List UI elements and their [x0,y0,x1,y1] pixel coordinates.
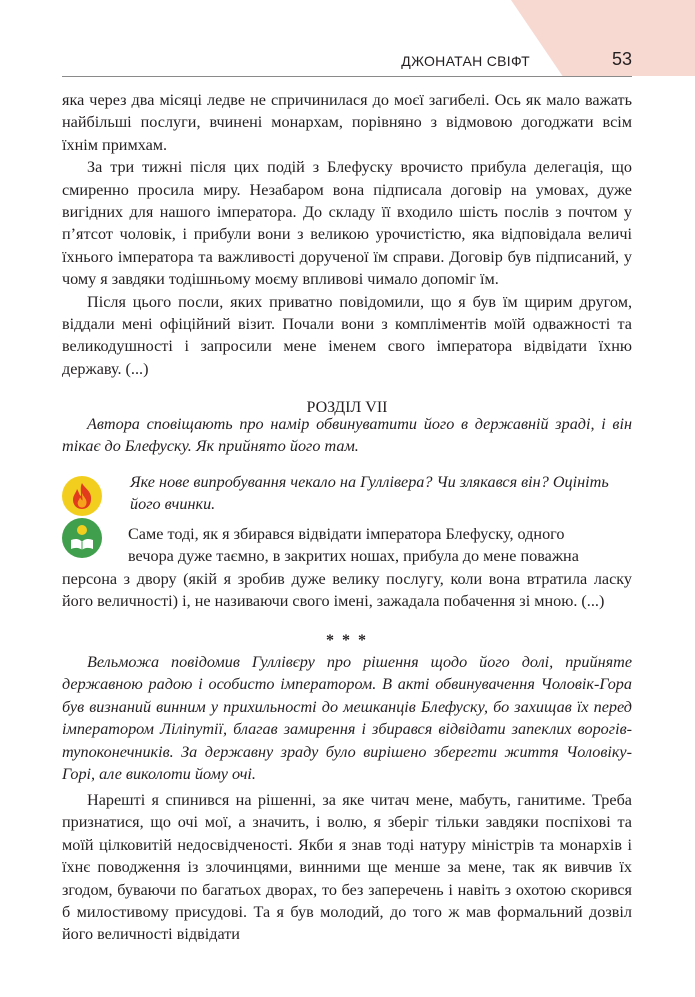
text-block-top [62,89,632,380]
section-separator: * * * [326,632,368,649]
text-block-reading [62,523,632,613]
paragraph: Після цього посли, яких приватно повідомили, що я був їм щирим другом, віддали мені офіційний візит. Почали вони з компліментів моїй одважності та великодушності і запросили мене іменем свого імператора відвідати їхню державу. (...) [62,292,632,378]
paragraph: Нарешті я спинився на рішенні, за яке читач мене, мабуть, ганитиме. Треба признатися, що очі мої, а значить, і волю, я зберіг тільки завдяки поспіхові та моїй цілковитій недосвідченості. Якби я знав тоді натуру міністрів та монархів і їхнє поводження із злочинцями, винними ще менше за мене, так як вивчив їх згодом, буваючи по багатьох дворах, то без заперечень і навіть з охотою скорився б милостивому присудові. Та я був молодий, до того ж мав формальний дозвіл його величності відвідати [62,791,632,944]
summary-italic: Вельможа повідомив Гуллівєру про рішення щодо його долі, прийняте державною радою і особисто імператором. В акті обвинувачення Чоловік-Гора був визнаний винним у прихильності до мешканців Блефуску, бо захищав їх перед імператором Ліліпутії, благав замирення і збирався відвідати запеклих ворогів-тупоконечників. За державну зраду було вирішено зберегти життя Чоловіку-Горі, але виколоти йому очі. [62,653,632,784]
chapter-heading: РОЗДІЛ VII [306,399,388,416]
paragraph-second-line: вечора дуже таємно, в закритих ношах, прибула до мене поважна [128,547,579,566]
paragraph: За три тижні після цих подій з Блефуску врочисто прибула делегація, що смиренно просила миру. Незабаром вона підписала договір на умовах, дуже вигідних для нашого імператора. До складу її входило шість послів з почтом у п’ятсот чоловік, і прибули вони з великою урочистістю, яка відповідала величі їхнього імператора та важливості дорученої їм справи. Договір був підписаний, у чому я завдяки тодішньому моєму впливові чимало допоміг їм. [62,158,632,289]
paragraph-first-line: Саме тоді, як я збирався відвідати імператора Блефуску, одного [128,525,565,543]
running-title: ДЖОНАТАН СВІФТ [401,53,530,69]
chapter-subtitle: Автора сповіщають про намір обвинуватити його в державній зраді, і він тікає до Блефуску. Як прийнято його там. [62,415,632,456]
text-block-bottom [62,789,632,946]
header-rule [62,76,632,77]
question-text: Яке нове випробування чекало на Гуллівера? Чи злякався він? Оцініть його вчинки. [130,473,609,514]
paragraph-rest: персона з двору (якій я зробив дуже велику послугу, коли вона втратила ласку його величності) і, не називаючи свого імені, зажадала побачення зі мною. (...) [62,569,632,611]
paragraph: яка через два місяці ледве не спричинилася до моєї загибелі. Ось як мало важать найбільші послуги, вчинені монархам, порівняно з відмовою догоджати всім їхнім примхам. [62,91,632,154]
page-number: 53 [611,49,632,69]
fire-icon [62,476,102,516]
